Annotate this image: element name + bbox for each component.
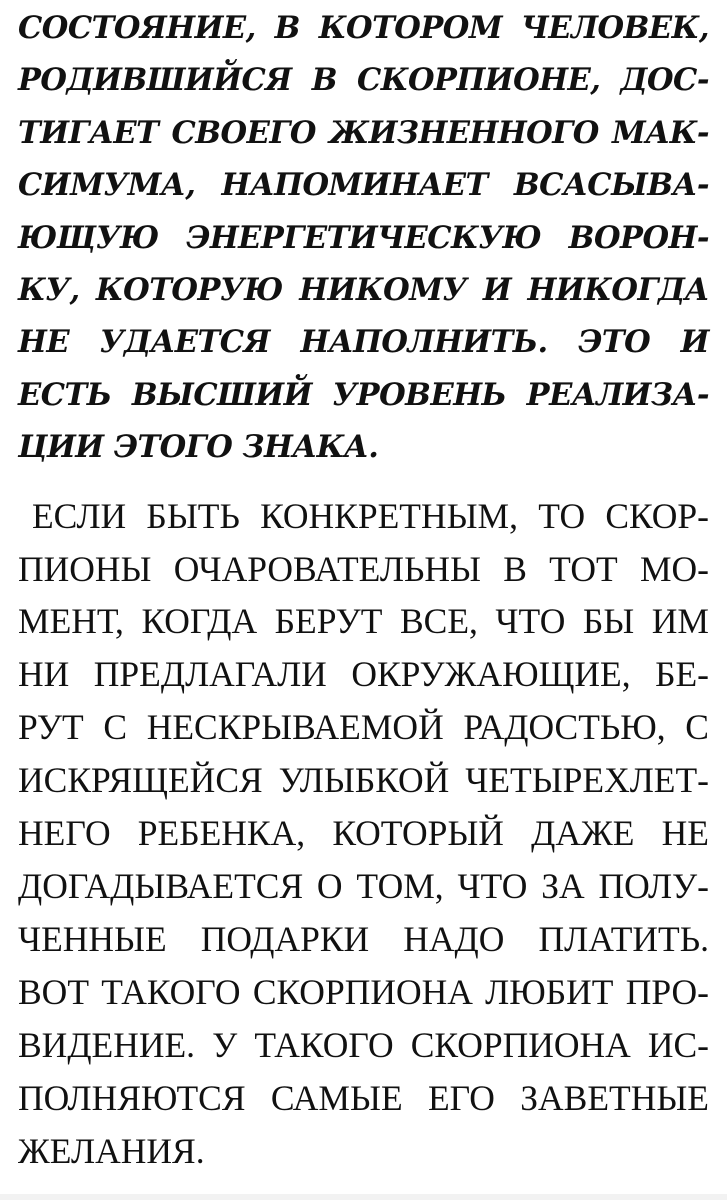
text-line: ЖЕЛАНИЯ. — [18, 1130, 205, 1171]
text-line: ЮЩУЮ ЭНЕРГЕТИЧЕСКУЮ ВОРОН- — [18, 219, 709, 256]
text-line: ЦИИ ЭТОГО ЗНАКА. — [18, 429, 379, 466]
text-line: НЕГО РЕБЕНКА, КОТОРЫЙ ДАЖЕ НЕ — [18, 813, 709, 854]
text-line: НИ ПРЕДЛАГАЛИ ОКРУЖАЮЩИЕ, БЕ- — [18, 654, 709, 695]
text-line: КУ, КОТОРУЮ НИКОМУ И НИКОГДА — [18, 272, 709, 309]
text-line: ПОЛНЯЮТСЯ САМЫЕ ЕГО ЗАВЕТНЫЕ — [18, 1077, 709, 1118]
text-line: ЧЕННЫЕ ПОДАРКИ НАДО ПЛАТИТЬ. — [18, 918, 709, 959]
text-line: МЕНТ, КОГДА БЕРУТ ВСЕ, ЧТО БЫ ИМ — [18, 601, 709, 642]
page-bottom-edge — [0, 1194, 727, 1200]
text-line: СИМУМА, НАПОМИНАЕТ ВСАСЫВА- — [18, 167, 709, 204]
bold-italic-paragraph — [18, 2, 709, 474]
text-line: ТИГАЕТ СВОЕГО ЖИЗНЕННОГО МАК- — [18, 114, 709, 151]
text-line: ДОГАДЫВАЕТСЯ О ТОМ, ЧТО ЗА ПОЛУ- — [18, 866, 709, 906]
text-line: ЕСЛИ БЫТЬ КОНКРЕТНЫМ, ТО СКОР- — [32, 495, 709, 536]
text-line: ИСКРЯЩЕЙСЯ УЛЫБКОЙ ЧЕТЫРЕХЛЕТ- — [18, 760, 709, 801]
text-line: РОДИВШИЙСЯ В СКОРПИОНЕ, ДОС- — [18, 62, 709, 99]
text-line: РУТ С НЕСКРЫВАЕМОЙ РАДОСТЬЮ, С — [18, 707, 709, 748]
text-line: ПИОНЫ ОЧАРОВАТЕЛЬНЫ В ТОТ МО- — [18, 548, 709, 589]
text-line: ЕСТЬ ВЫСШИЙ УРОВЕНЬ РЕАЛИЗА- — [18, 376, 709, 413]
text-line: ВИДЕНИЕ. У ТАКОГО СКОРПИОНА ИС- — [18, 1024, 709, 1065]
regular-paragraph — [18, 490, 709, 1178]
text-line: ВОТ ТАКОГО СКОРПИОНА ЛЮБИТ ПРО- — [18, 971, 709, 1012]
text-line: НЕ УДАЕТСЯ НАПОЛНИТЬ. ЭТО И — [18, 324, 709, 361]
text-line: СОСТОЯНИЕ, В КОТОРОМ ЧЕЛОВЕК, — [18, 10, 709, 46]
